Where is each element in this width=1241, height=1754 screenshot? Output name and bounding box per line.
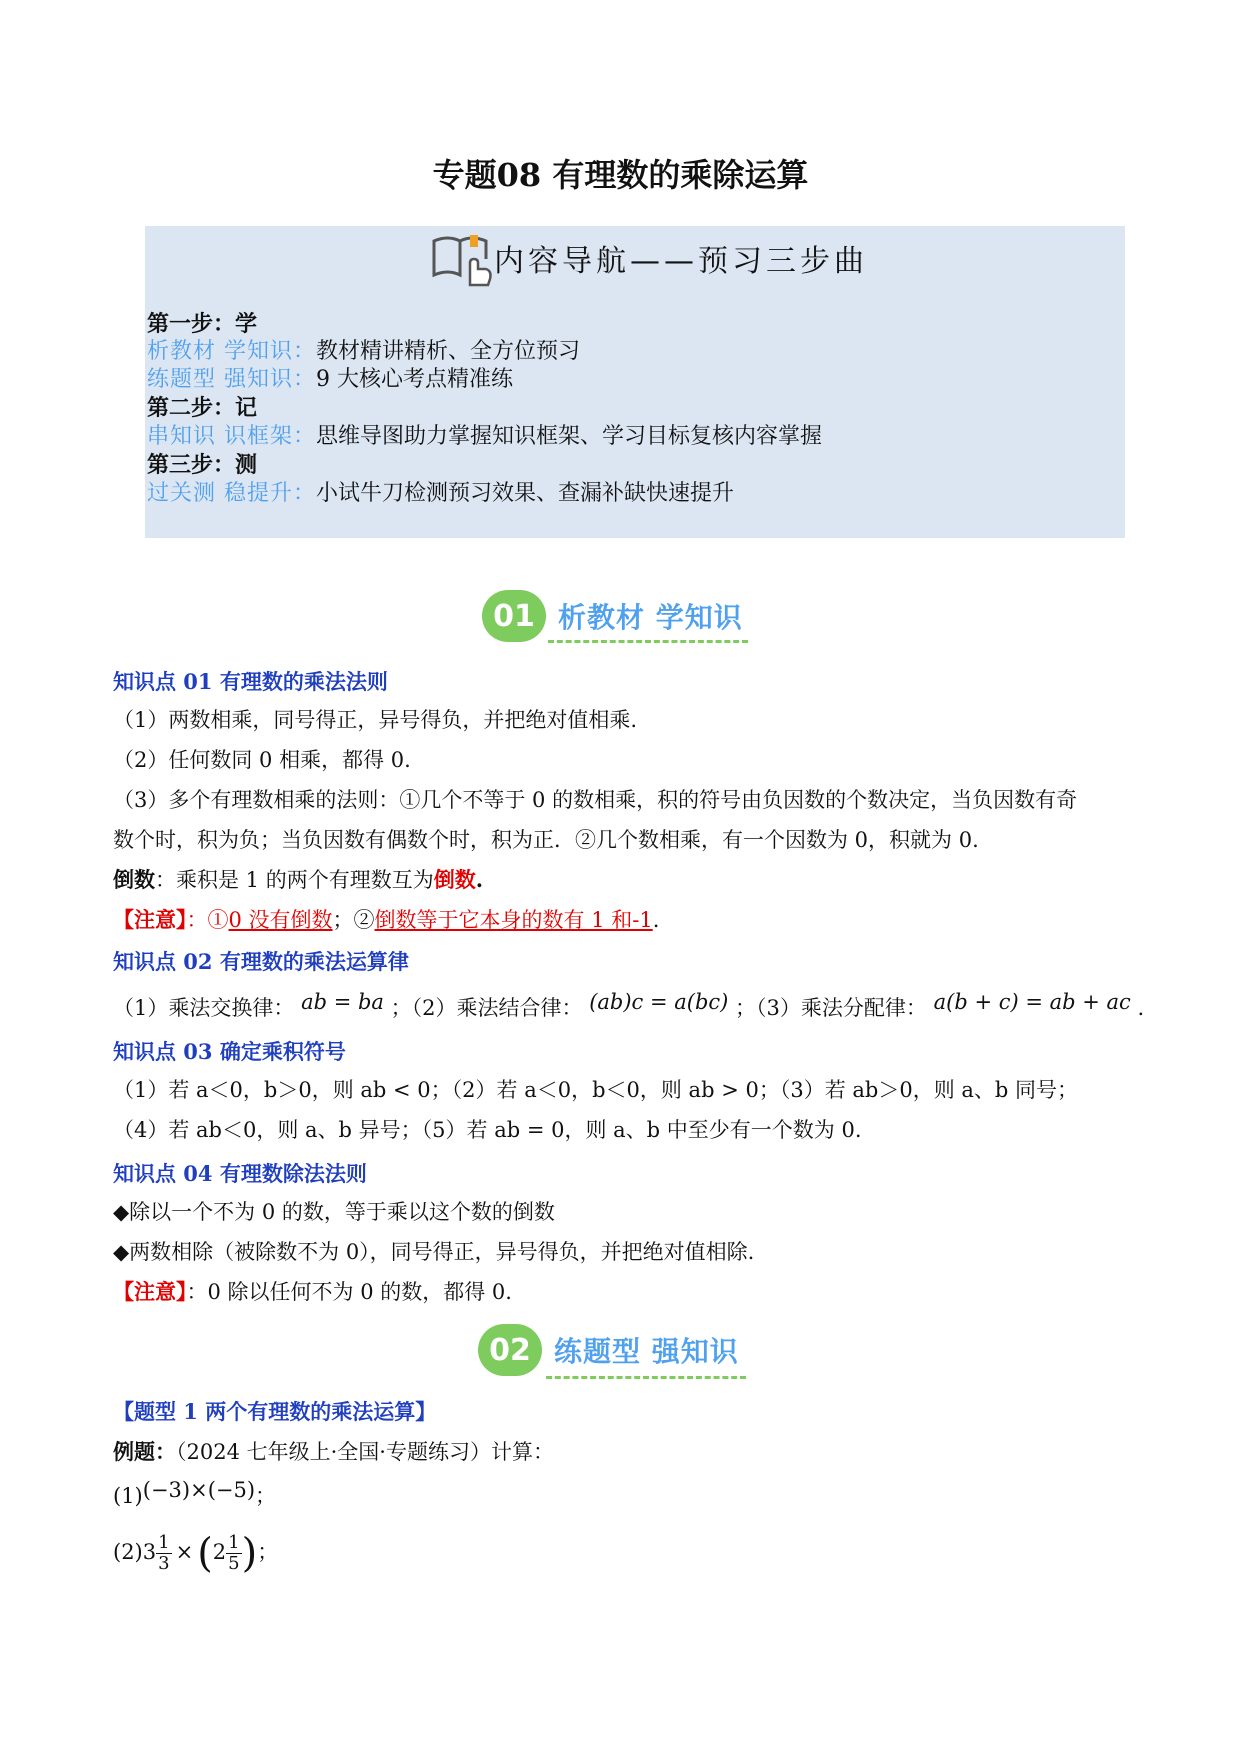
kp4-bullet2: ◆两数相除（被除数不为 0），同号得正，异号得负，并把绝对值相除.: [113, 1240, 755, 1264]
section-01-number: 01: [482, 590, 546, 642]
type1-title: 【题型 1 两个有理数的乘法运算】: [113, 1399, 437, 1424]
q2-numerator-1: 1: [158, 1532, 170, 1553]
commutative-formula: ab = ba: [301, 990, 384, 1014]
distributive-formula: a(b + c) = ab + ac: [933, 990, 1131, 1014]
nav-item-4: [147, 480, 734, 508]
reciprocal-label: 倒数: [113, 867, 155, 892]
section-01-label: 析教材 学知识: [558, 601, 743, 634]
nav-item-3-text: 思维导图助力掌握知识框架、学习目标复核内容掌握: [316, 424, 823, 449]
kp1-note-label: 【注意】: [113, 907, 187, 932]
nav-item-1-text: 教材精讲精析、全方位预习: [316, 339, 581, 364]
kp1-note-item2: 倒数等于它本身的数有 1 和-1: [374, 908, 653, 932]
kp4-bullet1: ◆除以一个不为 0 的数，等于乘以这个数的倒数: [113, 1200, 555, 1224]
question-1-end: ；: [255, 1484, 277, 1508]
kp4-note: [113, 1272, 512, 1312]
q2-whole-2: 2: [212, 1540, 227, 1564]
question-2-end: ；: [257, 1540, 279, 1564]
step1-label: 第一步：学: [147, 311, 258, 337]
nav-heading: [430, 228, 868, 288]
kp1-note-item1: 0 没有倒数: [228, 908, 333, 932]
nav-item-3: [147, 423, 822, 451]
kp1-note-colon: ：①: [186, 908, 229, 932]
reciprocal-keyword: 倒数: [433, 867, 476, 892]
q2-whole-1: 3: [142, 1540, 157, 1564]
q2-left-paren: (: [197, 1530, 213, 1577]
step3-label: 第三步：测: [147, 452, 258, 478]
nav-item-3-label: 串知识 识框架：: [147, 424, 316, 449]
step2-label: 第二步：记: [147, 395, 258, 421]
q2-numerator-2: 1: [228, 1532, 240, 1553]
kp2-end: .: [1137, 996, 1145, 1020]
step1-line: [147, 310, 257, 339]
kp3-line1: （1）若 a＜0，b＞0，则 ab < 0；（2）若 a＜0，b＜0，则 ab > 0；（3）若 ab＞0，则 a、b 同号；: [113, 1078, 1079, 1102]
nav-item-2-label: 练题型 强知识：: [147, 367, 316, 392]
kp3-line2: （4）若 ab＜0，则 a、b 异号；（5）若 ab = 0，则 a、b 中至少有一个数为 0.: [113, 1118, 862, 1142]
step3-line: [147, 451, 257, 480]
question-2-number: (2): [113, 1540, 143, 1564]
kp1-note-mid: ；②: [332, 908, 375, 932]
example-source: （2024 七年级上·全国·专题练习）计算：: [176, 1440, 554, 1464]
kp1-p1: （1）两数相乘，同号得正，异号得负，并把绝对值相乘.: [113, 708, 638, 732]
page-title: 专题08 有理数的乘除运算: [432, 156, 809, 194]
q2-denominator-2: 5: [228, 1553, 240, 1574]
nav-item-2: [147, 366, 513, 394]
nav-item-1: [147, 338, 580, 366]
kp2-title: 知识点 02 有理数的乘法运算律: [113, 949, 409, 974]
kp4-note-text: ：0 除以任何不为 0 的数，都得 0.: [186, 1280, 512, 1304]
kp2-law1-label: （1）乘法交换律：: [113, 996, 295, 1020]
kp1-note-end: .: [652, 908, 660, 932]
kp3-title: 知识点 03 确定乘积符号: [113, 1039, 346, 1064]
section-01-badge: [482, 586, 743, 646]
q2-fraction-2: [226, 1533, 241, 1574]
step2-line: [147, 394, 257, 423]
kp4-title: 知识点 04 有理数除法法则: [113, 1161, 367, 1186]
kp1-note: [113, 900, 659, 940]
kp1-title: 知识点 01 有理数的乘法法则: [113, 669, 388, 694]
section-01-divider: [548, 640, 748, 643]
associative-formula: (ab)c = a(bc): [589, 990, 729, 1014]
nav-item-1-label: 析教材 学知识：: [147, 339, 316, 364]
section-02-label: 练题型 强知识: [554, 1335, 739, 1368]
q2-right-paren: ): [241, 1530, 258, 1577]
reciprocal-text: ：乘积是 1 的两个有理数互为: [155, 868, 434, 892]
question-1-expression: (−3)×(−5): [142, 1478, 256, 1502]
book-hand-icon: [430, 229, 494, 287]
question-2: [113, 1522, 278, 1584]
q2-fraction-1: [156, 1533, 171, 1574]
kp2-laws: [113, 988, 1144, 1028]
section-02-badge: [478, 1320, 739, 1380]
kp4-note-label: 【注意】: [113, 1279, 187, 1304]
reciprocal-end: .: [475, 867, 484, 892]
kp2-law2-label: ；（2）乘法结合律：: [390, 996, 583, 1020]
nav-item-4-text: 小试牛刀检测预习效果、查漏补缺快速提升: [316, 481, 735, 506]
kp1-p3: （3）多个有理数相乘的法则：①几个不等于 0 的数相乘，积的符号由负因数的个数决定，当负因数有奇: [113, 788, 1078, 812]
section-02-number: 02: [478, 1324, 542, 1376]
question-1-number: (1): [113, 1484, 143, 1508]
nav-heading-text: 内容导航——预习三步曲: [494, 244, 868, 279]
question-1: [113, 1476, 276, 1516]
kp1-p2: （2）任何数同 0 相乘，都得 0.: [113, 748, 411, 772]
nav-item-4-label: 过关测 稳提升：: [147, 481, 316, 506]
reciprocal-definition: [113, 860, 483, 900]
section-02-divider: [546, 1376, 746, 1379]
nav-item-2-text: 9 大核心考点精准练: [316, 367, 513, 392]
kp2-law3-label: ；（3）乘法分配律：: [735, 996, 927, 1020]
q2-denominator-1: 3: [158, 1553, 170, 1574]
example-line: [113, 1432, 554, 1472]
example-label: 例题：: [113, 1439, 176, 1464]
kp1-p4: 数个时，积为负；当负因数有偶数个时，积为正．②几个数相乘，有一个因数为 0，积就为 0.: [113, 828, 979, 852]
q2-times: ×: [175, 1540, 194, 1564]
